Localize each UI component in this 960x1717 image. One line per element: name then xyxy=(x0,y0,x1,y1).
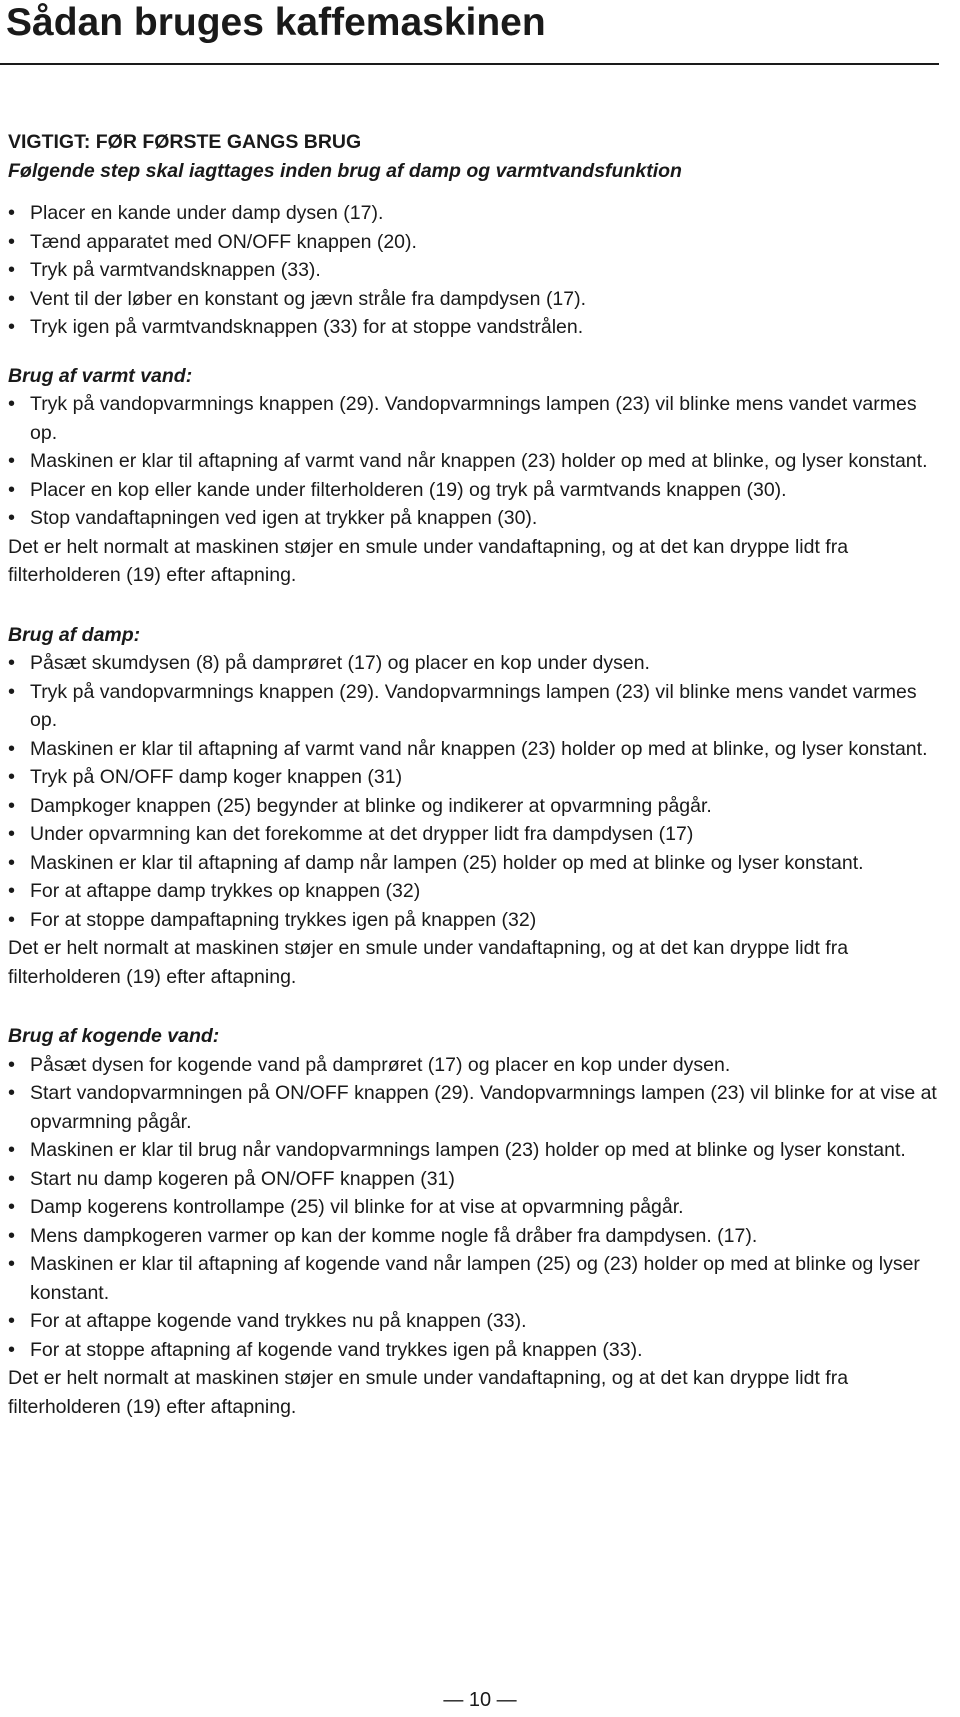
list-item: • Maskinen er klar til aftapning af kogende vand når lampen (25) og (23) holder op med at blinke og lyser konstant. xyxy=(8,1250,938,1307)
list-item: • Tænd apparatet med ON/OFF knappen (20). xyxy=(8,228,938,257)
list-item: • Tryk på vandopvarmnings knappen (29). Vandopvarmnings lampen (23) vil blinke mens vandet varmes op. xyxy=(8,390,938,447)
list-item: • Tryk på ON/OFF damp koger knappen (31) xyxy=(8,763,938,792)
boiling-water-note: Det er helt normalt at maskinen støjer en smule under vandaftapning, og at det kan dryppe lidt fra filterholderen (19) efter aftapning. xyxy=(8,1367,849,1418)
warm-water-list xyxy=(8,390,938,533)
section-warm-water xyxy=(8,362,938,590)
page-content xyxy=(8,128,938,1421)
list-item: • Under opvarmning kan det forekomme at det drypper lidt fra dampdysen (17) xyxy=(8,820,938,849)
list-item: • Start vandopvarmningen på ON/OFF knappen (29). Vandopvarmnings lampen (23) vil blinke for at vise at opvarmning pågår. xyxy=(8,1079,938,1136)
boiling-water-heading: Brug af kogende vand: xyxy=(8,1025,220,1047)
list-item: • For at stoppe dampaftapning trykkes igen på knappen (32) xyxy=(8,906,938,935)
list-item: • Tryk igen på varmtvandsknappen (33) for at stoppe vandstrålen. xyxy=(8,313,938,342)
list-item: • Påsæt skumdysen (8) på damprøret (17) og placer en kop under dysen. xyxy=(8,649,938,678)
list-item: • For at aftappe kogende vand trykkes nu på knappen (33). xyxy=(8,1307,938,1336)
list-item: • Damp kogerens kontrollampe (25) vil blinke for at vise at opvarmning pågår. xyxy=(8,1193,938,1222)
page-number: — 10 — xyxy=(443,1689,517,1711)
boiling-water-list xyxy=(8,1051,938,1365)
important-subheading: Følgende step skal iagttages inden brug af damp og varmtvandsfunktion xyxy=(8,159,682,182)
steam-heading: Brug af damp: xyxy=(8,623,141,646)
title-divider xyxy=(0,63,939,65)
list-item: • Maskinen er klar til brug når vandopvarmnings lampen (23) holder op med at blinke og lyser konstant. xyxy=(8,1136,938,1165)
section-boiling-water xyxy=(8,1022,938,1421)
list-item: • For at aftappe damp trykkes op knappen (32) xyxy=(8,877,938,906)
list-item: • Dampkoger knappen (25) begynder at blinke og indikerer at opvarmning pågår. xyxy=(8,792,938,821)
list-item: • For at stoppe aftapning af kogende vand trykkes igen på knappen (33). xyxy=(8,1336,938,1365)
list-item: • Mens dampkogeren varmer op kan der komme nogle få dråber fra dampdysen. (17). xyxy=(8,1222,938,1251)
list-item: • Maskinen er klar til aftapning af damp når lampen (25) holder op med at blinke og lyser konstant. xyxy=(8,849,938,878)
important-heading: VIGTIGT: FØR FØRSTE GANGS BRUG xyxy=(8,131,362,153)
steam-note: Det er helt normalt at maskinen støjer en smule under vandaftapning, og at det kan dryppe lidt fra filterholderen (19) efter aftapning. xyxy=(8,937,849,988)
list-item: • Vent til der løber en konstant og jævn stråle fra dampdysen (17). xyxy=(8,285,938,314)
list-item: • Start nu damp kogeren på ON/OFF knappen (31) xyxy=(8,1165,938,1194)
warm-water-note: Det er helt normalt at maskinen støjer en smule under vandaftapning, og at det kan dryppe lidt fra filterholderen (19) efter aftapning. xyxy=(8,535,849,586)
list-item: • Tryk på varmtvandsknappen (33). xyxy=(8,256,938,285)
list-item: • Placer en kop eller kande under filterholderen (19) og tryk på varmtvands knappen (30). xyxy=(8,476,938,505)
section-important xyxy=(8,128,938,342)
list-item: • Påsæt dysen for kogende vand på damprøret (17) og placer en kop under dysen. xyxy=(8,1051,938,1080)
list-item: • Tryk på vandopvarmnings knappen (29). Vandopvarmnings lampen (23) vil blinke mens vandet varmes op. xyxy=(8,678,938,735)
page-title: Sådan bruges kaffemaskinen xyxy=(6,1,546,44)
section-steam xyxy=(8,621,938,992)
list-item: • Maskinen er klar til aftapning af varmt vand når knappen (23) holder op med at blinke, og lyser konstant. xyxy=(8,735,938,764)
steam-list xyxy=(8,649,938,934)
important-list xyxy=(8,199,938,342)
list-item: • Maskinen er klar til aftapning af varmt vand når knappen (23) holder op med at blinke, og lyser konstant. xyxy=(8,447,938,476)
list-item: • Stop vandaftapningen ved igen at trykker på knappen (30). xyxy=(8,504,938,533)
list-item: • Placer en kande under damp dysen (17). xyxy=(8,199,938,228)
warm-water-heading: Brug af varmt vand: xyxy=(8,364,193,387)
